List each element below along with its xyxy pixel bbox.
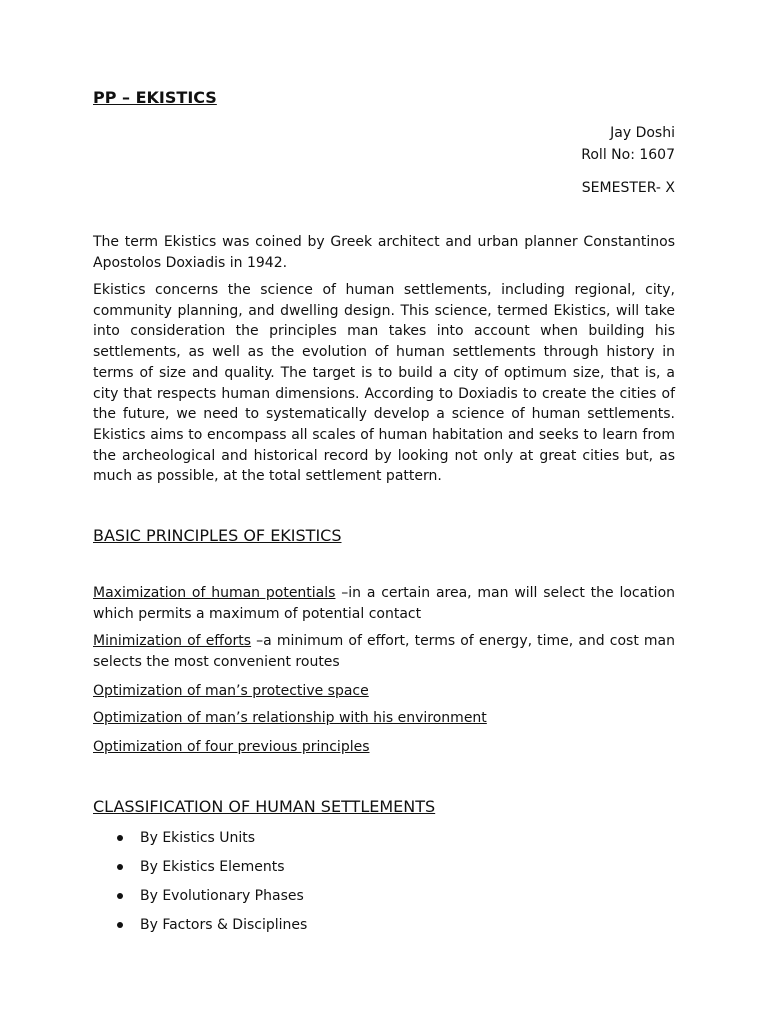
bullet-icon [117, 893, 123, 899]
principle-item [93, 583, 675, 625]
principle-term: Optimization of man’s protective space [93, 683, 369, 699]
intro-paragraph-1: The term Ekistics was coined by Greek architect and urban planner Constantinos Apostolos Doxiadis in 1942. [93, 234, 675, 271]
principle-description: –a minimum of effort, terms of energy, time, and cost man selects the most convenient routes [93, 633, 675, 670]
bullet-icon [117, 864, 123, 870]
principle-term: Maximization of human potentials [93, 585, 336, 601]
principle-term: Minimization of efforts [93, 633, 252, 649]
list-item-label: By Evolutionary Phases [140, 888, 304, 904]
list-item-label: By Ekistics Elements [140, 859, 285, 875]
list-item [93, 886, 675, 915]
document-title: PP – EKISTICS [93, 88, 217, 107]
list-item-label: By Ekistics Units [140, 830, 256, 846]
document-page [93, 0, 675, 1024]
bullet-icon [117, 835, 123, 841]
bullet-icon [117, 922, 123, 928]
principle-item [93, 681, 675, 702]
list-item [93, 857, 675, 886]
roll-number: Roll No: 1607 [581, 147, 675, 163]
principle-term: Optimization of four previous principles [93, 739, 370, 755]
classification-list [93, 828, 675, 944]
principles-heading: BASIC PRINCIPLES OF EKISTICS [93, 526, 342, 545]
author-name: Jay Doshi [610, 125, 675, 141]
principle-description: –in a certain area, man will select the location which permits a maximum of potential contact [93, 585, 676, 622]
list-item [93, 828, 675, 857]
intro-paragraph-2: Ekistics concerns the science of human settlements, including regional, city, community planning, and dwelling design. This science, termed Ekistics, will take into consideration the principles man takes into account when building his settlements, as well as the evolution of human settlements through history in terms of size and quality. The target is to build a city of optimum size, that is, a city that respects human dimensions. According to Doxiadis to create the cities of the future, we need to systematically develop a science of human settlements. Ekistics aims to encompass all scales of human habitation and seeks to learn from the archeological and historical record by looking not only at great cities but, as much as possible, at the total settlement pattern. [93, 282, 675, 485]
principle-item [93, 631, 675, 673]
semester-label: SEMESTER- X [581, 180, 675, 196]
principle-item [93, 737, 675, 758]
principle-item [93, 708, 675, 729]
list-item [93, 915, 675, 944]
author-block [581, 122, 675, 166]
principle-term: Optimization of man’s relationship with his environment [93, 710, 487, 726]
classification-heading: CLASSIFICATION OF HUMAN SETTLEMENTS [93, 797, 436, 816]
list-item-label: By Factors & Disciplines [140, 917, 308, 933]
